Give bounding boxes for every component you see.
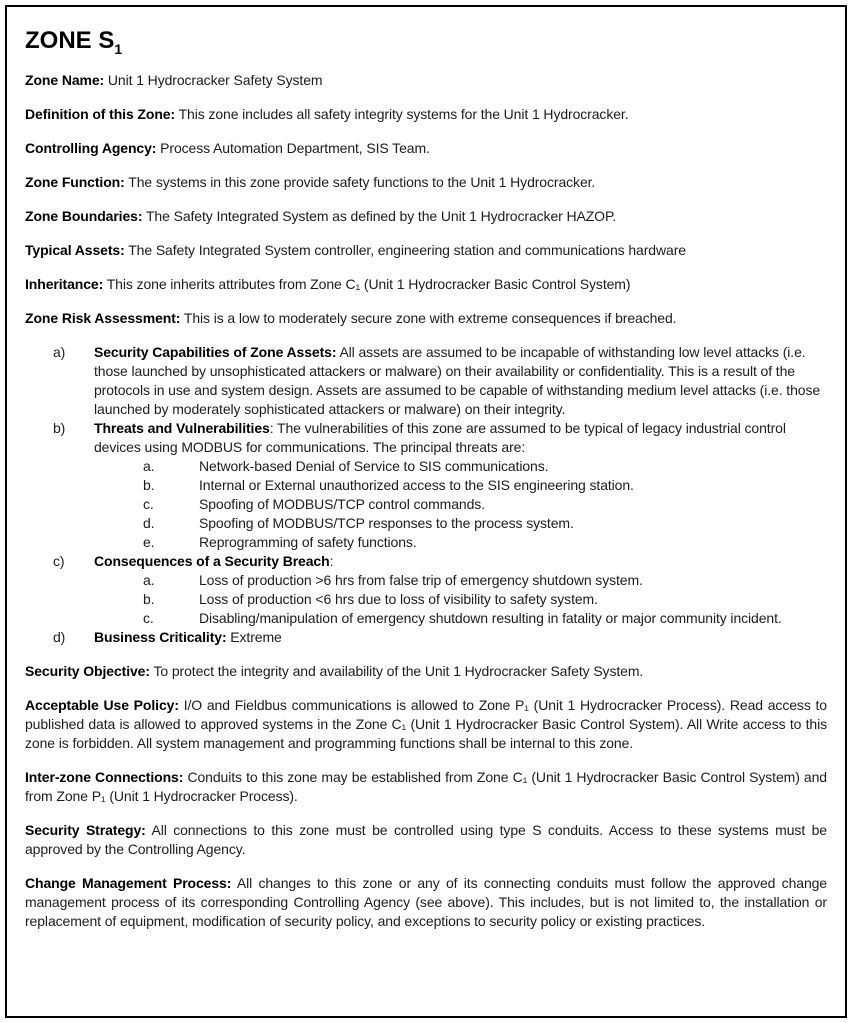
sub-list-marker: b. [143,477,155,493]
field-zone-risk-assessment [25,309,827,328]
list-marker: c) [53,553,65,569]
list-item-business-criticality [53,628,827,647]
field-label: Zone Risk Assessment: [25,310,181,326]
sub-list-text: Network-based Denial of Service to SIS communications. [199,458,549,474]
field-controlling-agency [25,139,827,158]
sub-list-item [94,533,827,552]
list-item-text: All assets are assumed to be incapable of withstanding low level attacks (i.e. those launched by unsophisticated attackers or malware) on their availability or confidentiality. This is a result of the protocols in use and system design. Assets are assumed to be capable of withstanding medium level attacks (i.e. those launched by moderately sophisticated attackers or malware) on their integrity. [94,344,821,417]
sub-list-text: Spoofing of MODBUS/TCP control commands. [199,496,485,512]
field-text: The systems in this zone provide safety functions to the Unit 1 Hydrocracker. [128,174,596,190]
field-typical-assets [25,241,827,260]
field-inheritance [25,275,827,294]
field-label: Inter-zone Connections: [25,769,184,785]
field-text: I/O and Fieldbus communications is allowed to Zone P₁ (Unit 1 Hydrocracker Process). Read access to published data is allowed to approved systems in the Zone C₁ (Unit 1 Hydrocracker Basic Control System). All Write access to this zone is forbidden. All system management and programming functions shall be internal to this zone. [25,697,827,751]
field-zone-function [25,173,827,192]
list-marker: d) [53,629,66,645]
sub-list-text: Reprogramming of safety functions. [199,534,417,550]
field-text: This zone includes all safety integrity systems for the Unit 1 Hydrocracker. [178,106,629,122]
field-zone-name [25,71,827,90]
sub-list-marker: c. [143,496,154,512]
sub-list-item [94,571,827,590]
field-text: The Safety Integrated System as defined by the Unit 1 Hydrocracker HAZOP. [145,208,617,224]
field-security-objective [25,662,827,681]
sub-list-text: Internal or External unauthorized access to the SIS engineering station. [199,477,634,493]
page-title [25,27,827,57]
field-label: Acceptable Use Policy: [25,697,179,713]
list-item-text: Extreme [230,629,282,645]
sub-list-marker: a. [143,572,155,588]
risk-assessment-list [25,343,827,647]
sub-list-item [94,495,827,514]
list-marker: b) [53,420,66,436]
list-item-label: Business Criticality: [94,629,227,645]
list-item-body [94,628,827,647]
field-text: The Safety Integrated System controller, engineering station and communications hardware [128,242,686,258]
sub-list-text: Loss of production <6 hrs due to loss of visibility to safety system. [199,591,598,607]
sub-list-marker: b. [143,591,155,607]
sub-list-marker: c. [143,610,154,626]
sub-list-text: Spoofing of MODBUS/TCP responses to the process system. [199,515,574,531]
list-item-label: Consequences of a Security Breach [94,553,330,569]
list-item-body [94,552,827,628]
list-item-label: Threats and Vulnerabilities [94,420,270,436]
page-title-text: ZONE S [25,27,115,54]
zone-definition-page [5,5,847,1018]
list-item-body [94,343,827,419]
field-label: Typical Assets: [25,242,125,258]
field-label: Definition of this Zone: [25,106,176,122]
list-item-text: : The vulnerabilities of this zone are assumed to be typical of legacy industrial control devices using MODBUS for communications. The principal threats are: [94,420,786,455]
field-text: This zone inherits attributes from Zone C₁ (Unit 1 Hydrocracker Basic Control System) [106,276,631,292]
field-label: Zone Function: [25,174,125,190]
field-inter-zone-connections [25,768,827,806]
field-label: Zone Name: [25,72,105,88]
field-zone-boundaries [25,207,827,226]
list-item-text: : [329,553,334,569]
sub-list-text: Disabling/manipulation of emergency shutdown resulting in fatality or major community incident. [199,610,782,626]
field-label: Zone Boundaries: [25,208,143,224]
list-marker: a) [53,344,66,360]
sub-list-item [94,476,827,495]
field-definition [25,105,827,124]
sub-list-marker: d. [143,515,155,531]
list-item-threats-vulnerabilities [53,419,827,552]
sub-list-text: Loss of production >6 hrs from false trip of emergency shutdown system. [199,572,643,588]
field-text: To protect the integrity and availability of the Unit 1 Hydrocracker Safety System. [153,663,644,679]
field-acceptable-use-policy [25,696,827,753]
list-item-consequences [53,552,827,628]
field-text: This is a low to moderately secure zone with extreme consequences if breached. [183,310,677,326]
field-text: All changes to this zone or any of its connecting conduits must follow the approved change management process of its corresponding Controlling Agency (see above). This includes, but is not limited to, the installation or replacement of equipment, modification of security policy, and exceptions to security policy or existing practices. [25,875,827,929]
list-item-security-capabilities [53,343,827,419]
field-change-management-process [25,874,827,931]
field-label: Controlling Agency: [25,140,157,156]
sub-list-item [94,457,827,476]
list-item-label: Security Capabilities of Zone Assets: [94,344,337,360]
page-title-subscript: 1 [114,40,123,57]
field-text: Conduits to this zone may be established from Zone C₁ (Unit 1 Hydrocracker Basic Control System) and from Zone P₁ (Unit 1 Hydrocracker Process). [25,769,827,804]
field-label: Security Objective: [25,663,150,679]
field-label: Security Strategy: [25,822,146,838]
field-label: Change Management Process: [25,875,232,891]
sub-list-item [94,590,827,609]
sub-list-marker: a. [143,458,155,474]
field-text: All connections to this zone must be controlled using type S conduits. Access to these systems must be approved by the Controlling Agency. [25,822,827,857]
sub-list-item [94,514,827,533]
sub-list-item [94,609,827,628]
field-text: Process Automation Department, SIS Team. [160,140,430,156]
field-text: Unit 1 Hydrocracker Safety System [107,72,323,88]
field-label: Inheritance: [25,276,104,292]
sub-list-marker: e. [143,534,155,550]
list-item-body [94,419,827,552]
field-security-strategy [25,821,827,859]
